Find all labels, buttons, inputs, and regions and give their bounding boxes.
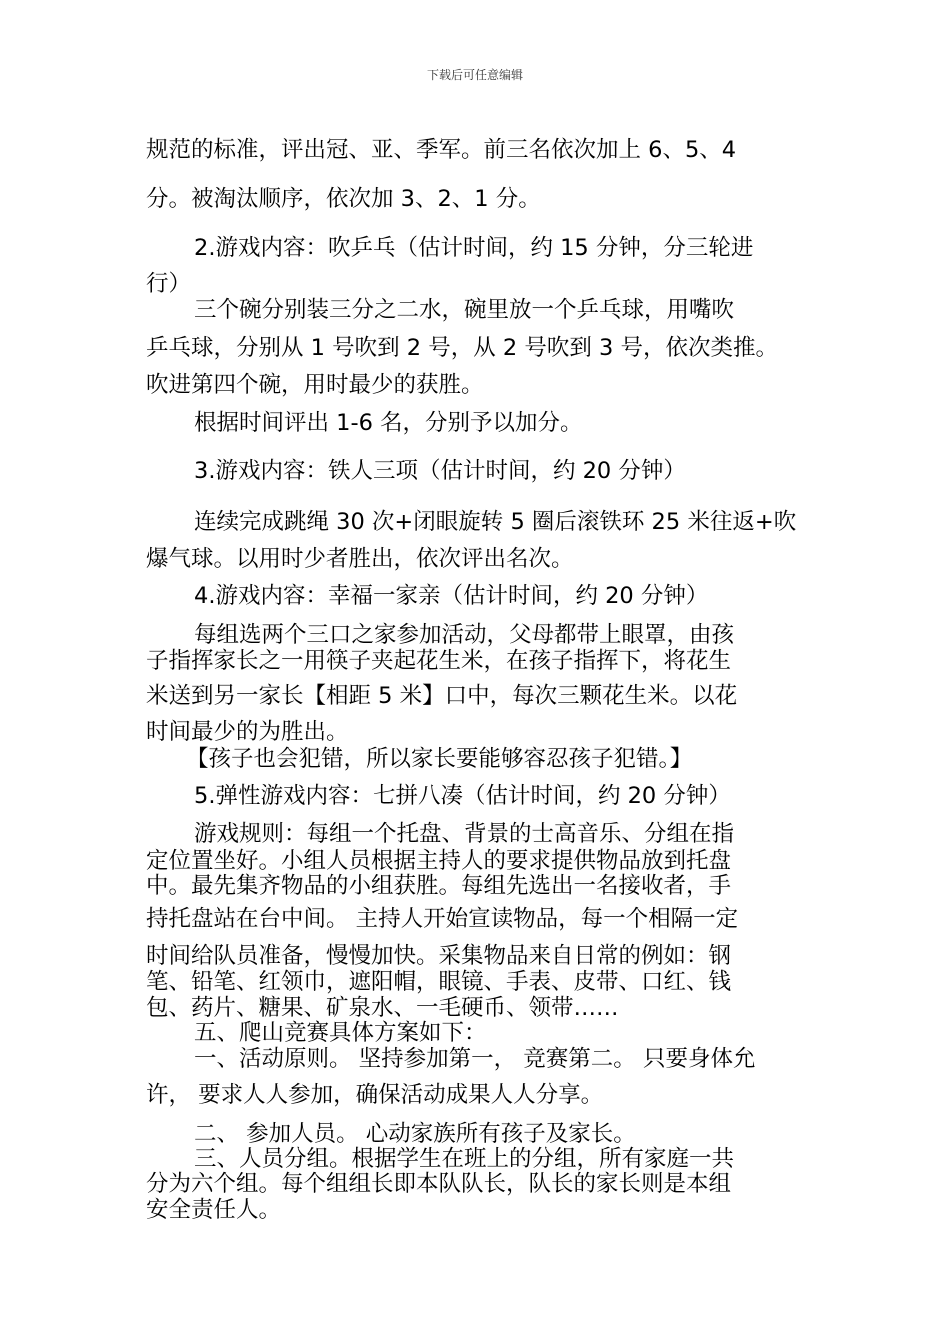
page-header: 下载后可任意编辑	[426, 68, 523, 82]
paragraph-line: 三、人员分组。根据学生在班上的分组，所有家庭一共	[194, 1146, 735, 1172]
paragraph-line: 行）	[146, 271, 192, 297]
paragraph-line: 时间给队员准备，慢慢加快。采集物品来自日常的例如：钢	[146, 943, 732, 969]
section-heading: 4.游戏内容：幸福一家亲（估计时间，约 20 分钟）	[194, 583, 709, 609]
section-heading: 五、爬山竞赛具体方案如下：	[194, 1020, 487, 1046]
paragraph-line: 吹进第四个碗，用时最少的获胜。	[146, 372, 484, 398]
paragraph-line: 游戏规则：每组一个托盘、背景的士高音乐、分组在指	[194, 821, 735, 847]
paragraph-line: 包、药片、糖果、矿泉水、一毛硬币、领带……	[146, 995, 619, 1021]
section-heading: 3.游戏内容：铁人三项（估计时间，约 20 分钟）	[194, 458, 686, 484]
paragraph-line: 时间最少的为胜出。	[146, 719, 349, 745]
paragraph-line: 一、活动原则。 坚持参加第一， 竞赛第二。 只要身体允	[194, 1046, 756, 1072]
section-heading: 2.游戏内容：吹乒乓（估计时间，约 15 分钟，分三轮进	[194, 235, 754, 261]
paragraph-line: 米送到另一家长【相距 5 米】口中，每次三颗花生米。以花	[146, 683, 738, 709]
paragraph-line: 三个碗分别装三分之二水，碗里放一个乒乓球，用嘴吹	[194, 297, 735, 323]
paragraph-line: 子指挥家长之一用筷子夹起花生米，在孩子指挥下，将花生	[146, 648, 732, 674]
paragraph-line: 分。被淘汰顺序，依次加 3、2、1 分。	[146, 186, 541, 212]
paragraph-line: 每组选两个三口之家参加活动，父母都带上眼罩，由孩	[194, 622, 735, 648]
paragraph-line: 根据时间评出 1-6 名，分别予以加分。	[194, 410, 583, 436]
paragraph-line: 乒乓球，分别从 1 号吹到 2 号，从 2 号吹到 3 号，依次类推。	[146, 335, 778, 361]
paragraph-line: 连续完成跳绳 30 次+闭眼旋转 5 圈后滚铁环 25 米往返+吹	[194, 509, 797, 535]
paragraph-line: 中。最先集齐物品的小组获胜。每组先选出一名接收者，手	[146, 873, 732, 899]
paragraph-line: 分为六个组。每个组组长即本队队长，队长的家长则是本组	[146, 1171, 732, 1197]
paragraph-line: 二、 参加人员。 心动家族所有孩子及家长。	[194, 1121, 636, 1147]
paragraph-line: 【孩子也会犯错，所以家长要能够容忍孩子犯错。】	[186, 746, 693, 772]
paragraph-line: 安全责任人。	[146, 1197, 282, 1223]
paragraph-line: 持托盘站在台中间。 主持人开始宣读物品，每一个相隔一定	[146, 906, 739, 932]
paragraph-line: 爆气球。以用时少者胜出，依次评出名次。	[146, 546, 574, 572]
paragraph-line: 规范的标准，评出冠、亚、季军。前三名依次加上 6、5、4	[146, 137, 737, 163]
paragraph-line: 笔、铅笔、红领巾，遮阳帽，眼镜、手表、皮带、口红、钱	[146, 969, 732, 995]
section-heading: 5.弹性游戏内容：七拼八凑（估计时间，约 20 分钟）	[194, 783, 731, 809]
paragraph-line: 定位置坐好。小组人员根据主持人的要求提供物品放到托盘	[146, 848, 732, 874]
paragraph-line: 许， 要求人人参加，确保活动成果人人分享。	[146, 1082, 604, 1108]
